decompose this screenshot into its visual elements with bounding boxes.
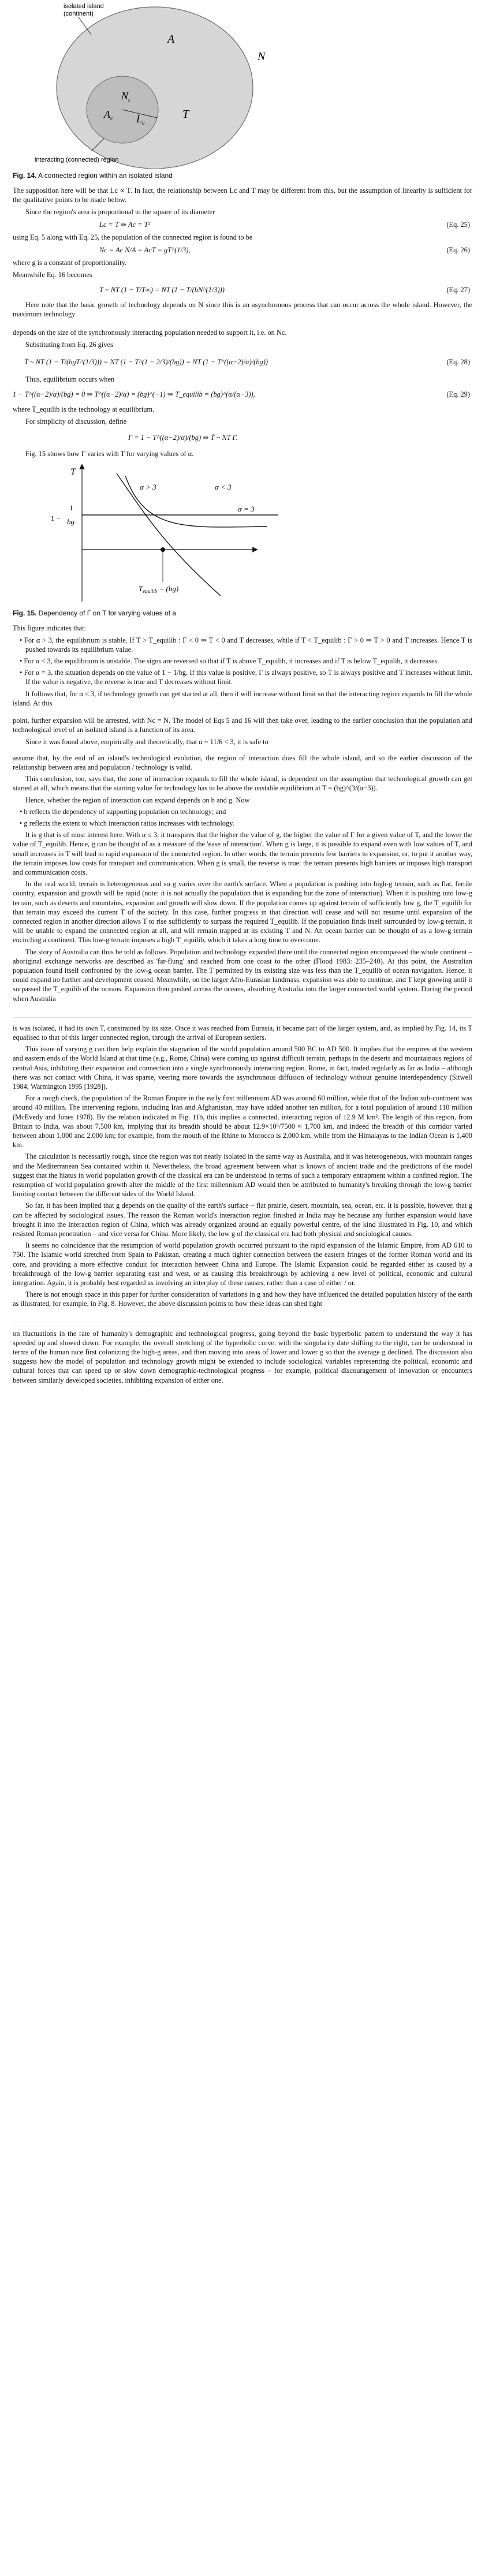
paragraph: where T_equilib is the technology at equilibrium. <box>13 405 155 414</box>
paragraph: assume that, by the end of an island's technological evolution, the region of interaction does fill the whole island, and so the earlier discussion of the relationship between area and population / technology is valid. <box>13 753 472 771</box>
paragraph: There is not enough space in this paper for further consideration of variations in g and how they have influenced the detailed population history of the earth as illustrated, for example, in Fig. 8. However, the above discussion points to how these ideas can shed light <box>13 1290 472 1308</box>
paragraph: Meanwhile Eq. 16 becomes <box>13 270 92 279</box>
paragraph: This issue of varying g can then help explain the stagnation of the world population around 500 BC to AD 500. It implies that the empires at the western and eastern ends of the World Island at that time (e.g., Rome, China) were coming up against difficult terrain, perhaps in the deserts and mountainous regions of central Asia, inhibiting their expansion and connection into a single synchronously interacting region. Rome, in fact, traded regularly as far as India – although there was not contact with China, it was sparse, veering more towards the asynchronous diffusion of technology without genuine interdependency (Sitwell 1984; Warmington 1995 [1928]). <box>13 1045 472 1091</box>
label-N: N <box>258 50 266 63</box>
paragraph: It seems no coincidence that the resumption of world population growth occurred pursuant to the rapid expansion of the Islamic Empire, from AD 610 to 750. The Islamic world stretched from Spain to Pakistan, creating a much tighter connection between the eastern fringes of the former Roman world and its core, and providing a more effective conduit for interaction between China and Europe. The Islamic Expansion could be regarded either as caused by a breakthrough of the low-g barrier separating east and west, or as causing this breakthrough by achieving a new level of political, economic and cultural integration. Again, it is probably best regarded as involving an interplay of these causes, rather than a case of either / or. <box>13 1241 472 1287</box>
paragraph: For simplicity of discussion, define <box>25 417 127 425</box>
paragraph: This conclusion, too, says that, the zone of interaction expands to fill the whole island, is dependent on the assumption that technological growth can get started at all, which means that the starting value for technology has to be above the unstable equilibrium at T = (bg)^(3/(α−3)). <box>13 775 472 793</box>
paragraph: It is g that is of most interest here. With α ≤ 3, it transpires that the higher the value of g, the higher the value of Γ for a given value of T, and the lower the value of T_equilib. Hence, g can be thought of as a measure of the 'ease of interaction'. When g is large, it is possible to expand even with low values of T, and small increases in T will lead to rapid expansion of the connected region. In other words, the terrain presents few barriers to expansion, or, to put it another way, the terrain imposes low costs for transport and communication. When g is small, the reverse is true: the terrain presents high barriers or imposes high transport and communication costs. <box>13 831 472 876</box>
figure-15-diagram <box>47 463 290 606</box>
paragraph: The story of Australia can thus be told as follows. Population and technology expanded there until the connected region encompassed the whole continent – aboriginal exchange networks are described as 'far-flung' and reached from one coast to the other (Flood 1983: 235–240). At this point, the Australian population found itself confronted by the low-g ocean barrier. The T permitted by its existing size was less than the T_equilib of ocean navigation. Hence, it could expand no further and development ceased. Meanwhile, on the larger Afro-Eurasian landmass, expansion was able to continue, and T kept growing until it surpassed the T_equilib of the oceans. Expansion then pushed across the oceans, absorbing Australia into the larger connected world system. During the period when Australia <box>13 947 472 1003</box>
paragraph: Hence, whether the region of interaction can expand depends on b and g. Now <box>25 796 250 804</box>
label-Lc: $L_c$ <box>136 113 145 126</box>
paragraph: on fluctuations in the rate of humanity's demographic and technological progress, going beyond the basic hyperbolic pattern to understand the way it has speeded up and slowed down. For example, the overall stretching of the hyperbolic curve, with the singularity date shifting to the right, can be understood in terms of the human race first colonizing the high-g areas, and then moving into areas of lower and lower g so that the average g declined. The discussion also suggests how the model of population and technology growth might be extended to include sociological variables representing the political, economic and cultural forces that can speed up or slow down demographic-technological progress – for example, political discouragement of innovation or encounters between similarly developed societies, inhibiting expansion of either one. <box>13 1329 472 1384</box>
tick-bg: bg <box>67 517 74 527</box>
paragraph: using Eq. 5 along with Eq. 25, the population of the connected region is found to be <box>13 233 253 242</box>
list-item: • For α = 3, the situation depends on the value of 1 − 1/bg. If this value is positive, Γ is always positive, so Ṫ is always positive and T increases without limit. If the value is negative, the reverse is true and T decreases without limit. <box>20 669 472 686</box>
paragraph: Here note that the basic growth of technology depends on N since this is an asynchronous process that can occur across the whole island. However, the maximum technology <box>13 301 472 319</box>
paragraph: depends on the size of the synchronously interacting population needed to support it, i.e. on Nc. <box>13 328 287 337</box>
label-alpha-lt-3: α < 3 <box>215 483 232 492</box>
equation-27: Ṫ ~ NT (1 − T/T∞) = NT (1 − T/(bN^(1/3))) (Eq. 27) <box>99 285 470 294</box>
label-isolated-island: isolated island (continent) <box>64 3 104 17</box>
list-item: • g reflects the extent to which interaction ratios increases with technology. <box>20 819 234 827</box>
figure-14 <box>13 0 472 169</box>
label-Ac: $A_c$ <box>104 109 113 122</box>
figure-14-caption: Fig. 14. A connected region within an isolated island <box>13 171 173 180</box>
label-A: A <box>167 33 175 46</box>
label-Nc: $N_c$ <box>121 90 131 103</box>
paragraph: is was isolated, it had its own T, constrained by its size. Once it was reached from Eurasia, it became part of the larger system, and, as implied by Fig. 14, its T equalised to that of this larger connected region, through the arrival of European settlers. <box>13 1024 472 1041</box>
label-T-equilib: $T_{equilib} = (bg)$ <box>139 584 179 595</box>
paragraph: For a rough check, the population of the Roman Empire in the early first millennium AD was around 60 million, while that of the Indian sub-continent was around 40 million. The intervening regions, including Iran and Afghanistan, may have added another ten million, for a total population of around 110 million (McEvedy and Jones 1978). By the relation indicated in Fig. 11b, this implies a connected, interacting region of 12.9 M km². The length of this region, from Britain to India, was about 7,500 km, implying that its breadth should be about 12.9×10⁶/7500 ≈ 1,700 km, and indeed the breadth of this corridor varied between about 1,000 and 2,000 km; for example, from the mouth of the Rhine to Morocco is 2,000 km, while from the Himalayas to the Indian Ocean is 1,400 km. <box>13 1094 472 1149</box>
paragraph: point, further expansion will be arrested, with Nc = N. The model of Eqs 5 and 16 will then take over, leading to the earlier conclusion that the population and technological level of an isolated island is a function of its area. <box>13 716 472 734</box>
paragraph: The calculation is necessarily rough, since the region was not neatly isolated in the same way as Australia, and it was heterogeneous, with mountain ranges and the Mediterranean Sea contained within it. Nevertheless, the broad agreement between what is known of ancient trade and the predictions of the model suggest that the hiatus in world population growth of the classical era can be understood in terms of such a temporary entrapment within a confined region. The resumption of world population growth after the middle of the first millennium AD would then be attributed to humanity's breaking through the low-g barrier limiting contact between the different sides of the World Island. <box>13 1152 472 1199</box>
figure-15 <box>13 463 472 606</box>
label-alpha-eq-3: α = 3 <box>238 505 255 514</box>
equation-28: Ṫ ~ NT (1 − T/(bgT^(1/3))) = NT (1 − T^(1 − 2/3)/(bg)) = NT (1 − T^((α−2)/α)/(bg)) (Eq. 28) <box>24 357 470 366</box>
paragraph: Since it was found above, empirically and theoretically, that α ~ 11/6 < 3, it is safe to <box>25 737 268 746</box>
list-item: • For α < 3, the equilibrium is unstable. The signs are reversed so that if T is above T_equilib, it increases and if T is below T_equilib, it decreases. <box>20 657 439 666</box>
y-axis-label: T <box>70 467 76 477</box>
paragraph: It follows that, for α ≤ 3, if technology growth can get started at all, then it will increase without limit so that the interacting region expands to fill the whole island. At this <box>13 689 472 707</box>
label-interacting-region: interacting (connected) region <box>35 156 119 163</box>
paragraph: In the real world, terrain is heterogeneous and so g varies over the earth's surface. When a population is pushing into high-g terrain, such as flat, fertile country, expansion and growth will be rapid (note: it is not actually the population that is expanding but the zone of interaction). When it is pushing into low-g terrain, such as deserts and mountains, expansion and growth will slow down. If the population comes up against terrain of sufficiently low g, the T_equilib for that terrain may exceed the current T of the society. In this case, further progress in that direction will cease and will not resume until expansion of the connected region in another direction allows T to rise sufficiently to surpass the required T_equilib. If the population finds itself surrounded by low-g terrain, it will be unable to expand the connected region at all, and will remain trapped at its existing T and N. An ocean barrier can be thought of as a low-g terrain encircling a continent. This low-g terrain imposes a high T_equilib, which it takes a long time to overcome. <box>13 880 472 944</box>
paragraph: Substituting from Eq. 26 gives <box>25 340 113 349</box>
island-shape <box>57 7 253 169</box>
list-item: • For α > 3, the equilibrium is stable. If T > T_equilib : Γ < 0 ⇒ Ṫ < 0 and T decreases, while if T < T_equilib : Γ > 0 ⇒ Ṫ > 0 and T increases. Hence T is pushed towards its equilibrium value. <box>20 636 472 654</box>
document-page <box>13 0 472 1387</box>
label-T: T <box>182 108 189 121</box>
equation-26: Nc = Ac N/A = AcT = gT^(1/3), (Eq. 26) <box>99 246 470 255</box>
tick-1: 1 <box>69 503 73 513</box>
tick-1b: 1 − <box>51 514 61 523</box>
label-alpha-gt-3: α > 3 <box>140 483 156 492</box>
paragraph: where g is a constant of proportionality. <box>13 259 127 267</box>
equation-gamma: Γ = 1 − T^((α−2)/α)/(bg) ⇒ Ṫ ~ NT Γ. <box>128 433 238 442</box>
figure-15-caption: Fig. 15. Dependency of Γ on T for varying values of a <box>13 609 176 618</box>
paragraph: Thus, equilibrium occurs when <box>25 375 115 384</box>
paragraph: So far, it has been implied that g depends on the quality of the earth's surface – flat prairie, desert, mountain, sea, ocean, etc. It is possible, however, that g can be affected by sociological issues. The reason the Roman world's interaction region finished at India may be because any further expansion would have brought it into the interaction region of China, which was already organized around an equally powerful centre, of the kind illustrated in Fig. 10, and which resisted Roman penetration – and vice versa for China. More likely, the low g of the classical era had both physical and sociological causes. <box>13 1201 472 1238</box>
paragraph: Fig. 15 shows how Γ varies with T for varying values of α. <box>25 450 194 458</box>
list-item: • b reflects the dependency of supporting population on technology; and <box>20 807 226 816</box>
equation-29: 1 − T^((α−2)/α)/(bg) = 0 ⇒ T^((α−2)/α) = (bg)^(−1) ⇒ T_equilib = (bg)^(α/(α−3)), (Eq. 29) <box>13 390 470 399</box>
figure-14-diagram <box>23 0 266 169</box>
paragraph: This figure indicates that: <box>13 624 86 633</box>
equation-25: Lc = T ⇒ Ac = T² (Eq. 25) <box>99 220 470 229</box>
page-break <box>13 1017 472 1018</box>
paragraph: The supposition here will be that Lc ∝ T. In fact, the relationship between Lc and T may be different from this, but the assumption of linearity is sufficient for the qualitative points to be made below. <box>13 186 472 204</box>
paragraph: Since the region's area is proportional to the square of its diameter <box>25 207 215 216</box>
